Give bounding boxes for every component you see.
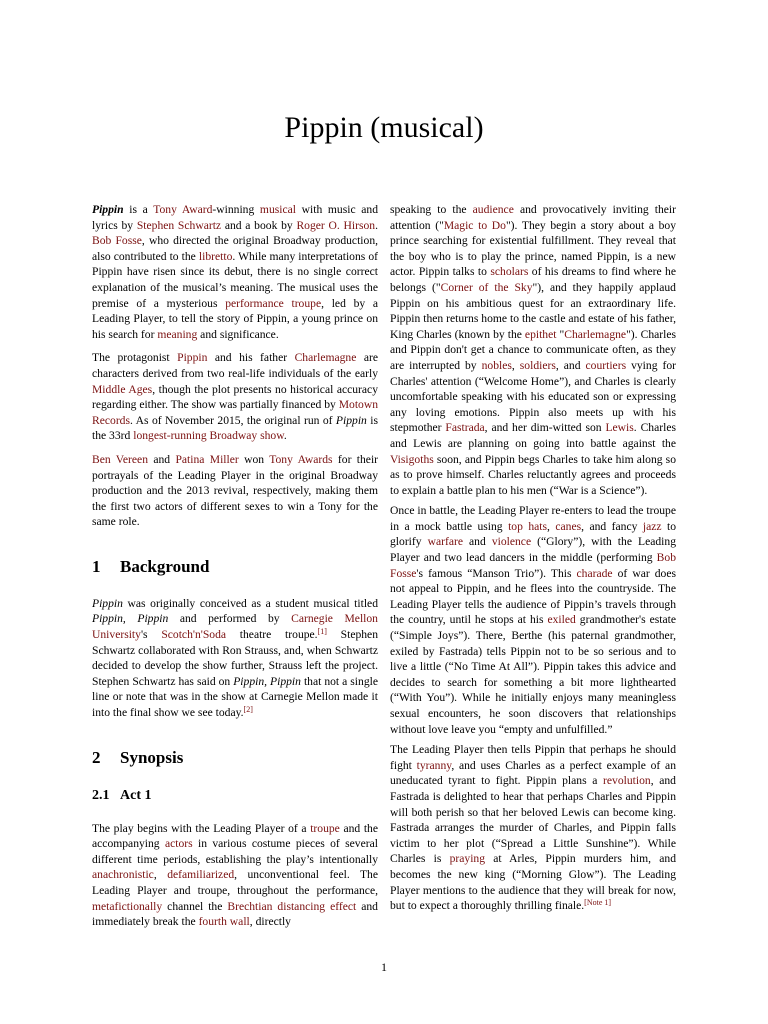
act1-continued-paragraph: speaking to the audience and provocatively inviting their attention ("Magic to Do"). They begin a story about a boy prince searching for existential fulfillment. They reveal that the boy who is to play the prince, named Pippin, is a new actor. Pippin talks to scholars of his dreams to find where he belongs ("Corner of the Sky"), and they happily applaud Pippin on his ambitious quest for an extraordinary life. Pippin then returns home to the castle and estate of his father, King Charles (known by the epithet "Charlemagne"). Charles and Pippin don't get a chance to communicate often, as they are interrupted by nobles, soldiers, and courtiers vying for Charles' attention (“Welcome Home”), and Charles is clearly uncomfortable speaking with his educated son or expressing any loving emotions. Pippin also meets up with his stepmother Fastrada, and her dim-witted son Lewis. Charles and Lewis are planning on going into battle against the Visigoths soon, and Pippin begs Charles to take him along so as to prove himself. Charles reluctantly agrees and proceeds to explain a battle plan to his men (“War is a Science”). [390, 203, 677, 497]
link-metafictionally[interactable]: metafictionally [92, 899, 163, 913]
link-lewis[interactable]: Lewis [605, 421, 634, 435]
link-top-hats[interactable]: top hats [508, 519, 548, 533]
protagonist-paragraph: The protagonist Pippin and his father Charlemagne are characters derived from two real-life individuals of the early Middle Ages, though the plot presents no historical accuracy regarding either. The show was partially financed by Motown Records. As of November 2015, the original run of Pippin is the 33rd longest-running Broadway show. [92, 351, 379, 443]
section-heading-background: 1 Background [92, 556, 210, 576]
link-courtiers[interactable]: courtiers [585, 358, 627, 372]
link-scotch-n-soda[interactable]: Scotch'n'Soda [161, 628, 227, 642]
link-patina-miller[interactable]: Patina Miller [175, 452, 239, 466]
link-tony-awards[interactable]: Tony Awards [269, 452, 333, 466]
link-revolution[interactable]: revolution [603, 774, 651, 788]
link-meaning[interactable]: meaning [157, 327, 198, 341]
link-soldiers[interactable]: soldiers [519, 358, 556, 372]
act1-paragraph: The play begins with the Leading Player of a troupe and the accompanying actors in various costume pieces of several different time periods, establishing the play’s intentionally anachronistic, defamiliarized, unconventional feel. The Leading Player and troupe, throughout the performance, metafictionally channel the Brechtian distancing effect and immediately break the fourth wall, directly [92, 821, 378, 929]
link-jazz[interactable]: jazz [642, 519, 662, 533]
link-visigoths[interactable]: Visigoths [390, 452, 434, 466]
link-longest-running[interactable]: longest-running Broadway show [133, 429, 284, 443]
link-performance-troupe[interactable]: performance troupe [225, 296, 322, 310]
link-audience[interactable]: audience [472, 203, 514, 216]
reference-2[interactable]: [2] [243, 705, 253, 715]
link-charade[interactable]: charade [576, 566, 613, 580]
page-number: 1 [381, 960, 387, 974]
battle-paragraph: Once in battle, the Leading Player re-enters to lead the troupe in a mock battle using top hats, canes, and fancy jazz to glorify warfare and violence (“Glory”), with the Leading Player and two lead dancers in the middle (performing Bob Fosse's famous “Manson Trio”). This charade of war does not appeal to Pippin, and he flees into the countryside. The Leading Player tells the audience of Pippin’s travels through the country, until he stops at his exiled grandmother's estate (“Simple Joys”). There, Berthe (his paternal grandmother, exiled by Fastrada) tells Pippin not to be so serious and to live a little (“No Time At All”). Pippin takes this advice and decides to search for something a bit more lighthearted (“With You”). While he initially enjoys many meaningless sexual encounters, he soon discovers that relationships without love leave you “empty and unfulfilled.” [390, 504, 677, 736]
link-middle-ages[interactable]: Middle Ages [92, 382, 153, 396]
link-libretto[interactable]: libretto [198, 249, 233, 263]
link-charlemagne[interactable]: Charlemagne [294, 351, 357, 365]
link-scholars[interactable]: scholars [490, 265, 529, 279]
right-column [390, 202, 676, 919]
link-tyranny[interactable]: tyranny [416, 758, 452, 772]
link-ben-vereen[interactable]: Ben Vereen [92, 452, 148, 466]
background-paragraph: Pippin was originally conceived as a student musical titled Pippin, Pippin and performed by Carnegie Mellon University's Scotch'n'Soda theatre troupe.[1] Stephen Schwartz collaborated with Ron Strauss, and, when Schwartz decided to develop the show further, Strauss left the project. Stephen Schwartz has said on Pippin, Pippin that not a single line or note that was in the show at Carnegie Mellon made it into the final show we see today.[2] [92, 596, 379, 720]
link-motown-records[interactable]: Motown Records [92, 398, 379, 427]
link-charlemagne-2[interactable]: Charlemagne [564, 327, 627, 341]
link-praying[interactable]: praying [449, 852, 486, 866]
link-anachronistic[interactable]: anachronistic [92, 868, 154, 882]
link-defamiliarized[interactable]: defamiliarized [167, 868, 235, 882]
intro-paragraph: Pippin is a Tony Award-winning musical with music and lyrics by Stephen Schwartz and a book by Roger O. Hirson. Bob Fosse, who directed the original Broadway production, also contributed to the libretto. While many interpretations of Pippin have risen since its debut, there is no single correct explanation of the musical’s meaning. The musical uses the premise of a mysterious performance troupe, led by a Leading Player, to tell the story of Pippin, a young prince on his search for meaning and significance. [92, 203, 379, 341]
link-stephen-schwartz[interactable]: Stephen Schwartz [136, 218, 222, 232]
link-nobles[interactable]: nobles [481, 358, 512, 372]
left-column [92, 202, 378, 938]
revolution-paragraph: The Leading Player then tells Pippin that perhaps he should fight tyranny, and uses Charles as a perfect example of an uneducated tyrant to fight. Pippin plans a revolution, and Fastrada is delighted to hear that perhaps Charles and Pippin will both perish so that her beloved Lewis can become king. Fastrada arranges the murder of Charles, and Pippin falls victim to her plot (“Spread a Little Sunshine”). While Charles is praying at Arles, Pippin murders him, and becomes the new king (“Morning Glow”). The Leading Player mentions to the audience that they will break for now, but to expect a thoroughly thrilling finale.[Note 1] [390, 743, 676, 913]
link-carnegie-mellon[interactable]: Carnegie Mellon University [92, 612, 378, 642]
article-subject: Pippin [92, 203, 124, 216]
link-fourth-wall[interactable]: fourth wall [198, 915, 250, 929]
link-epithet[interactable]: epithet [524, 327, 557, 341]
link-tony-award[interactable]: Tony Award [153, 203, 213, 216]
link-magic-to-do[interactable]: Magic to Do [443, 218, 506, 232]
page-title: Pippin (musical) [284, 111, 484, 144]
link-exiled[interactable]: exiled [547, 613, 576, 627]
link-bob-fosse-2[interactable]: Bob Fosse [390, 551, 676, 580]
subsection-heading-act-1: 2.1 Act 1 [92, 787, 152, 803]
link-corner-of-the-sky[interactable]: Corner of the Sky [440, 280, 533, 294]
link-pippin[interactable]: Pippin [177, 351, 208, 365]
link-musical[interactable]: musical [259, 203, 296, 216]
link-bob-fosse[interactable]: Bob Fosse [92, 234, 142, 248]
reference-1[interactable]: [1] [317, 627, 327, 637]
link-canes[interactable]: canes [555, 519, 582, 533]
link-fastrada[interactable]: Fastrada [445, 421, 485, 435]
link-troupe[interactable]: troupe [310, 821, 340, 835]
section-heading-synopsis: 2 Synopsis [92, 747, 184, 767]
awards-paragraph: Ben Vereen and Patina Miller won Tony Awards for their portrayals of the Leading Player in the original Broadway production and the 2013 revival, respectively, making them the first two actors of different sexes to win a Tony for the same role. [92, 452, 379, 529]
link-brechtian-distancing[interactable]: Brechtian distancing effect [227, 899, 357, 913]
link-actors[interactable]: actors [164, 837, 193, 851]
link-roger-hirson[interactable]: Roger O. Hirson [296, 218, 376, 232]
link-violence[interactable]: violence [491, 535, 532, 549]
note-1[interactable]: [Note 1] [584, 898, 612, 908]
link-warfare[interactable]: warfare [427, 535, 463, 549]
